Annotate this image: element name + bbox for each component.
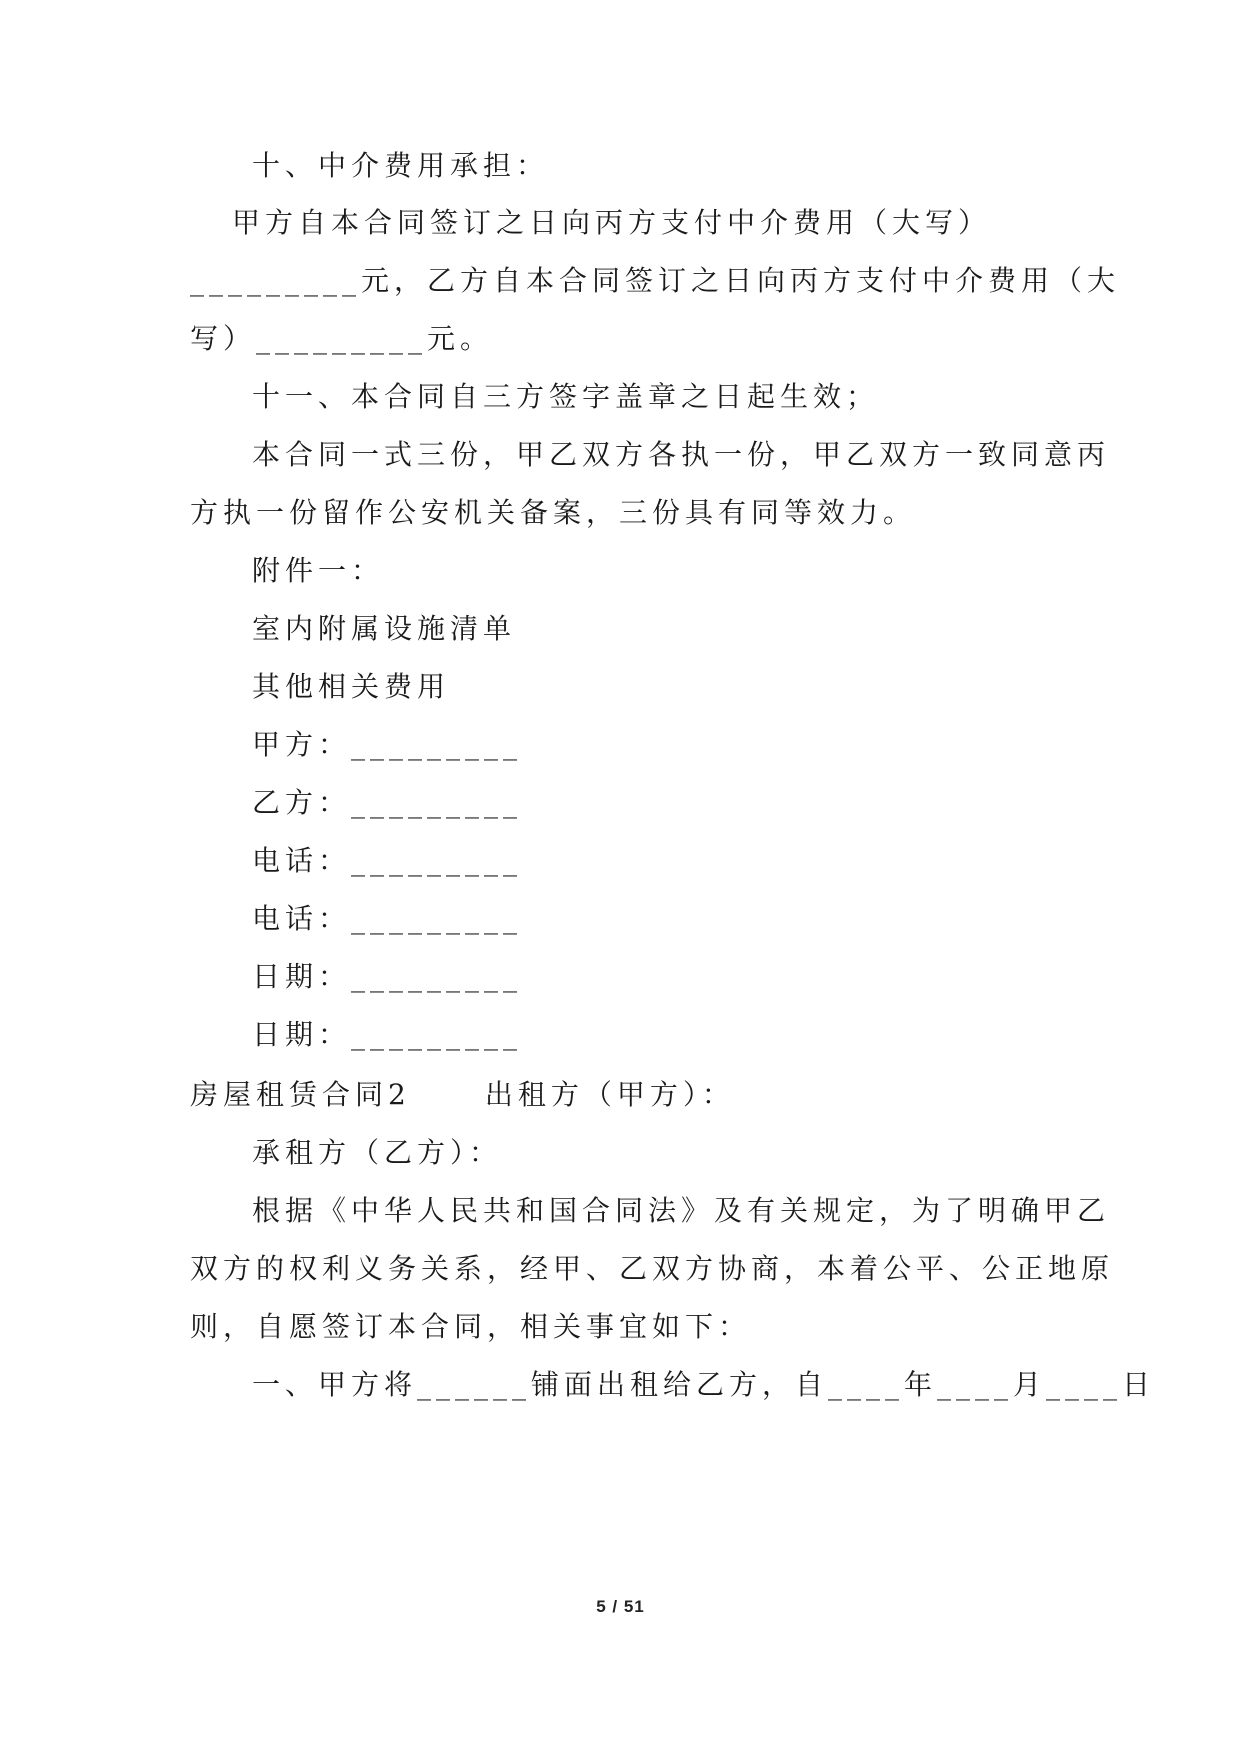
- clause-1-line: 一、甲方将______铺面出租给乙方，自____年____月____日: [252, 1368, 1156, 1401]
- signature-field-party-b: 乙方：_________: [252, 786, 523, 819]
- paragraph-line: 甲方自本合同签订之日向丙方支付中介费用（大写）: [232, 206, 992, 239]
- attachment-heading: 附件一：: [252, 554, 385, 587]
- date-field-party-b: 日期：_________: [252, 1018, 523, 1051]
- paragraph-line: _________元，乙方自本合同签订之日向丙方支付中介费用（大: [190, 264, 1121, 297]
- paragraph-line: 写）_________元。: [190, 322, 494, 355]
- section-10-heading: 十、中介费用承担：: [252, 149, 550, 182]
- paragraph-line: 根据《中华人民共和国合同法》及有关规定，为了明确甲乙: [252, 1194, 1111, 1227]
- contract-title: 房屋租赁合同2: [190, 1078, 411, 1111]
- phone-field-party-a: 电话：_________: [252, 844, 523, 877]
- attachment-item: 室内附属设施清单: [252, 612, 517, 645]
- section-11-heading: 十一、本合同自三方签字盖章之日起生效；: [252, 380, 880, 413]
- paragraph-line: 方执一份留作公安机关备案，三份具有同等效力。: [190, 496, 917, 529]
- attachment-item: 其他相关费用: [252, 670, 451, 703]
- signature-field-party-a: 甲方：_________: [252, 728, 523, 761]
- paragraph-line: 本合同一式三份，甲乙双方各执一份，甲乙双方一致同意丙: [252, 438, 1111, 471]
- page-number: 5 / 51: [596, 1597, 645, 1616]
- contract-title-line: [190, 1075, 735, 1115]
- date-field-party-a: 日期：_________: [252, 960, 523, 993]
- paragraph-line: 双方的权利义务关系，经甲、乙双方协商，本着公平、公正地原: [190, 1252, 1115, 1285]
- lessee-label: 承租方（乙方）：: [252, 1136, 503, 1169]
- phone-field-party-b: 电话：_________: [252, 902, 523, 935]
- lessor-label: 出租方（甲方）：: [484, 1078, 735, 1111]
- paragraph-line: 则，自愿签订本合同，相关事宜如下：: [190, 1310, 752, 1343]
